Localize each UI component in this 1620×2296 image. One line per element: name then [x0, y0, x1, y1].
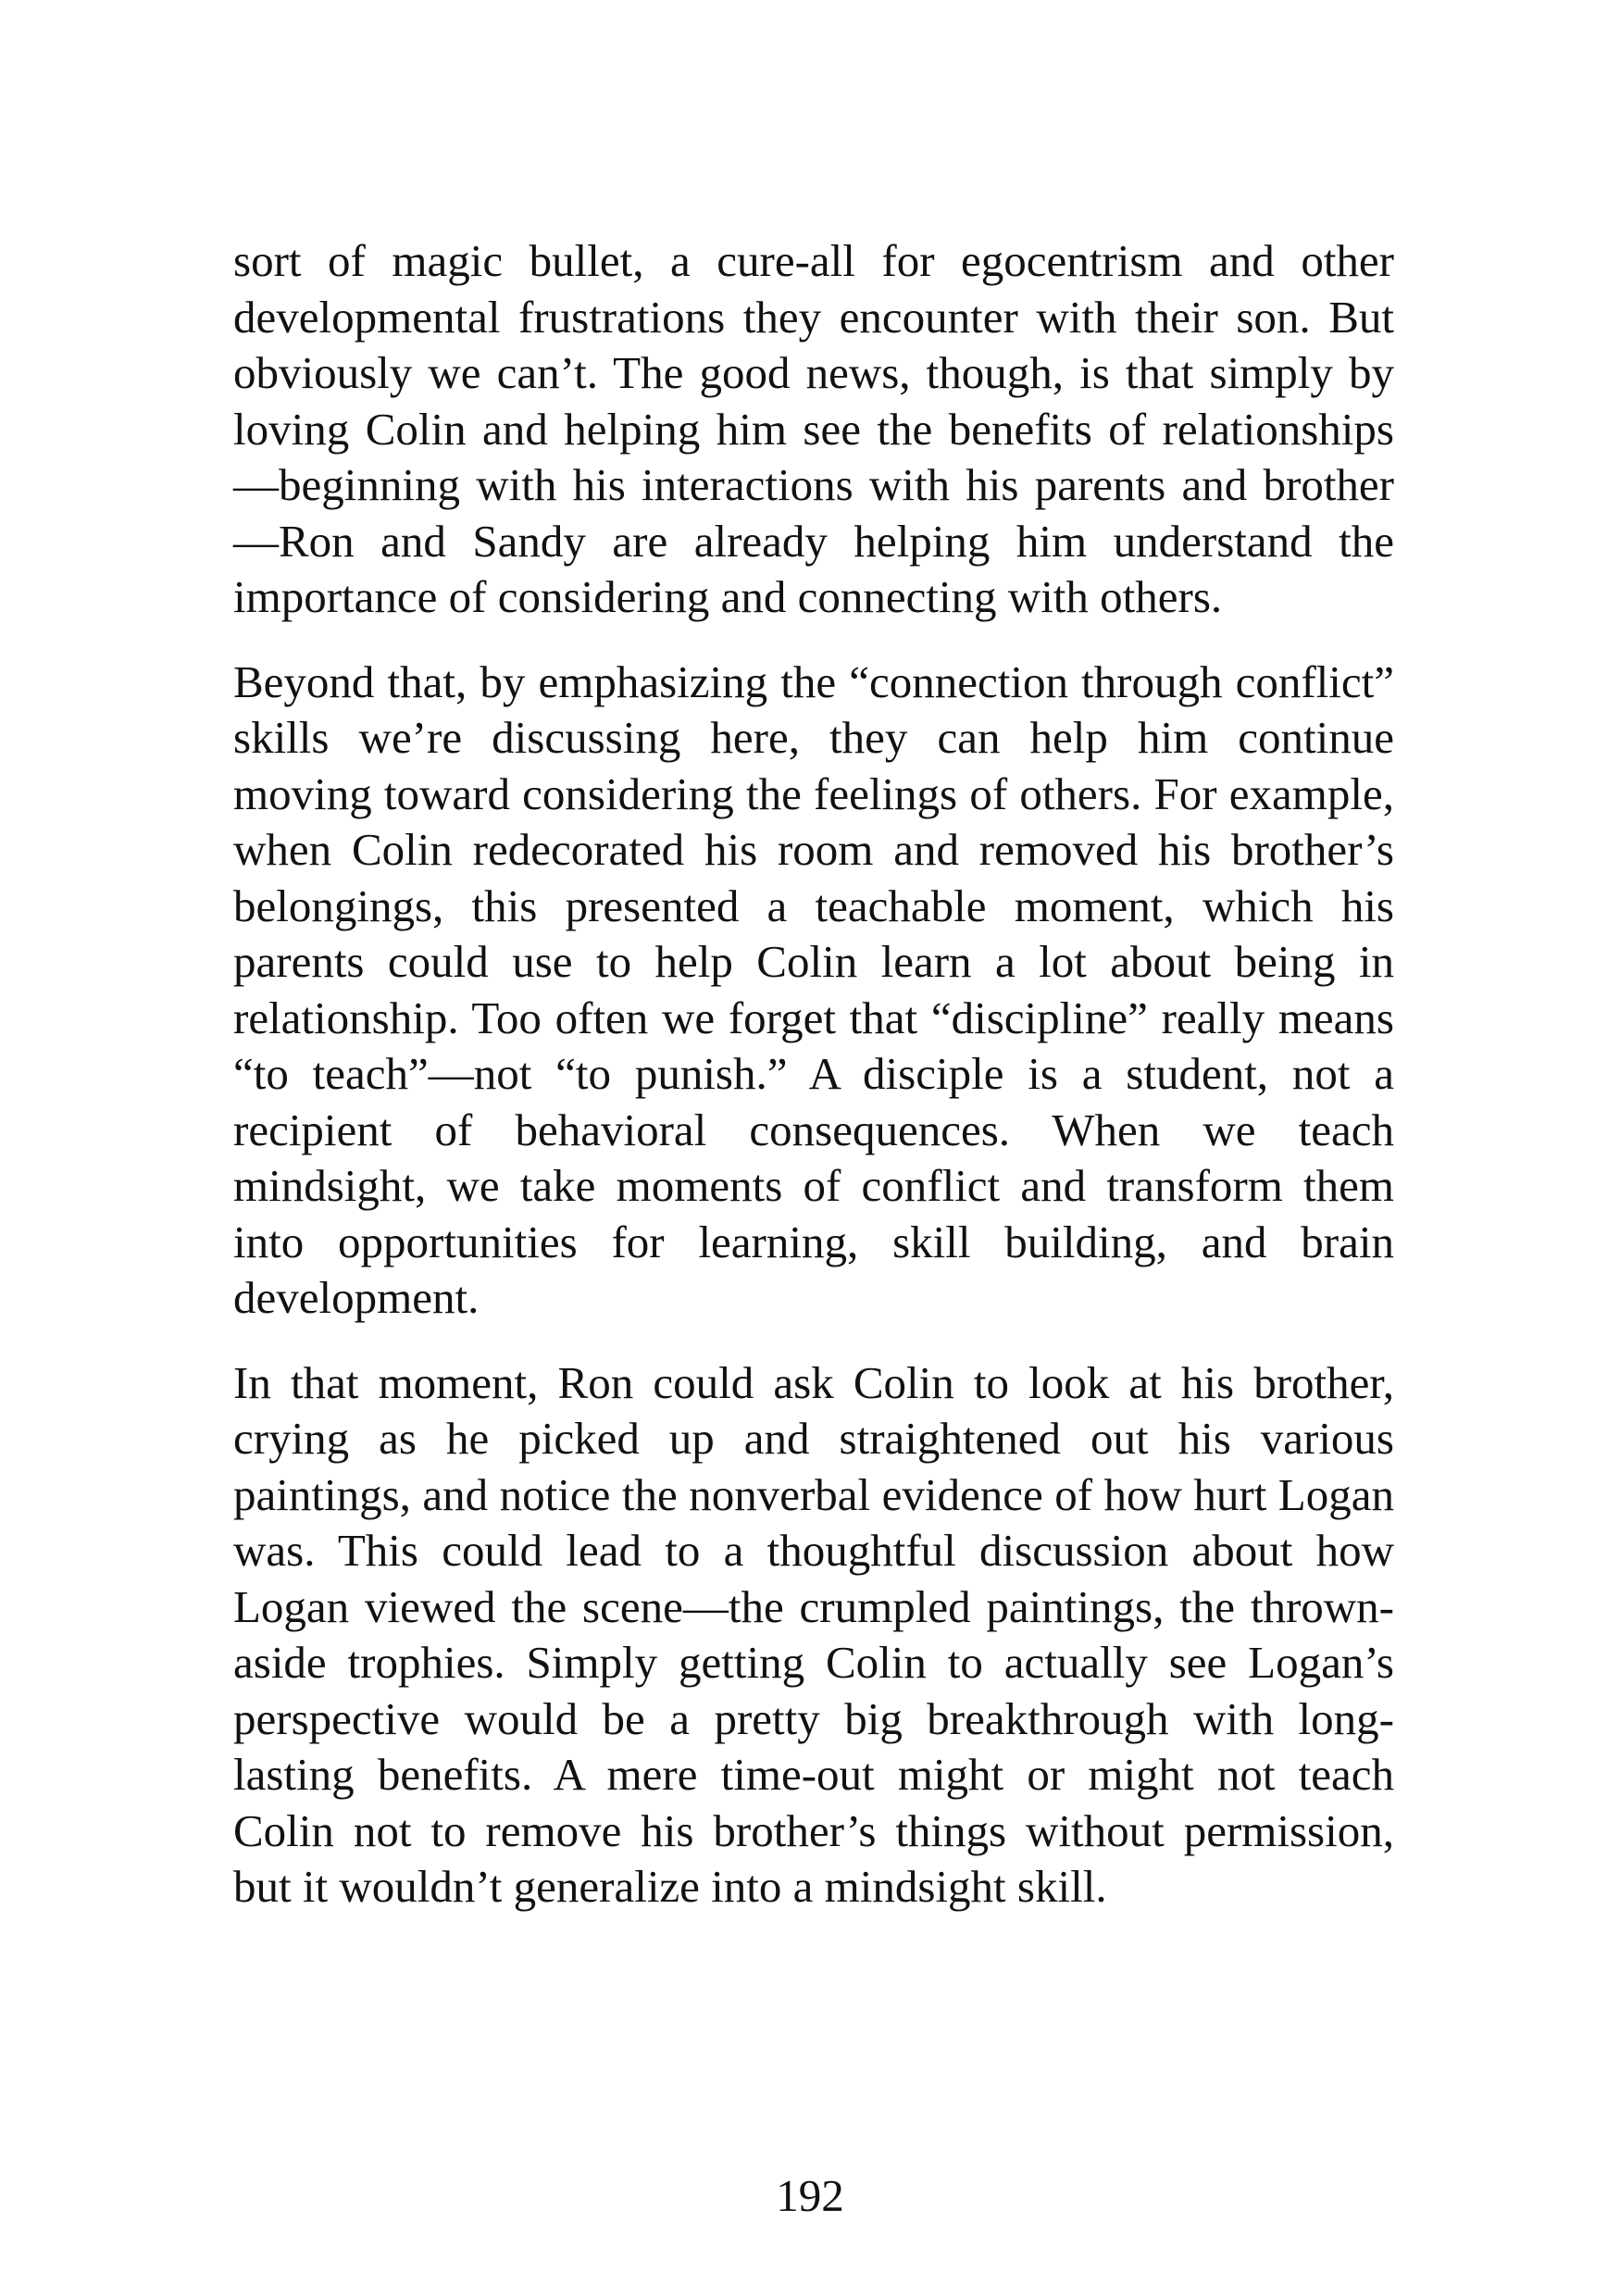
body-text	[233, 233, 1394, 1944]
page-number: 192	[776, 2170, 844, 2221]
paragraph-1: sort of magic bullet, a cure-all for egocentrism and other developmental frustrations they encounter with their son. But obviously we can’t. The good news, though, is that simply by loving Colin and helping him see the benefits of relationships—beginning with his interactions with his parents and brother—Ron and Sandy are already helping him understand the importance of considering and connecting with others.	[233, 235, 1394, 622]
paragraph-2: Beyond that, by emphasizing the “connection through conflict” skills we’re discussing here, they can help him continue moving toward considering the feelings of others. For example, when Colin redecorated his room and removed his brother’s belongings, this presented a teachable moment, which his parents could use to help Colin learn a lot about being in relationship. Too often we forget that “discipline” really means “to teach”—not “to punish.” A disciple is a student, not a recipient of behavioral consequences. When we teach mindsight, we take moments of conflict and transform them into opportunities for learning, skill building, and brain development.	[233, 655, 1394, 1323]
paragraph-3: In that moment, Ron could ask Colin to look at his brother, crying as he picked up and straightened out his various paintings, and notice the nonverbal evidence of how hurt Logan was. This could lead to a thoughtful discussion about how Logan viewed the scene—the crumpled paintings, the thrown-aside trophies. Simply getting Colin to actually see Logan’s perspective would be a pretty big breakthrough with long-lasting benefits. A mere time-out might or might not teach Colin not to remove his brother’s things without permission, but it wouldn’t generalize into a mindsight skill.	[233, 1356, 1394, 1912]
